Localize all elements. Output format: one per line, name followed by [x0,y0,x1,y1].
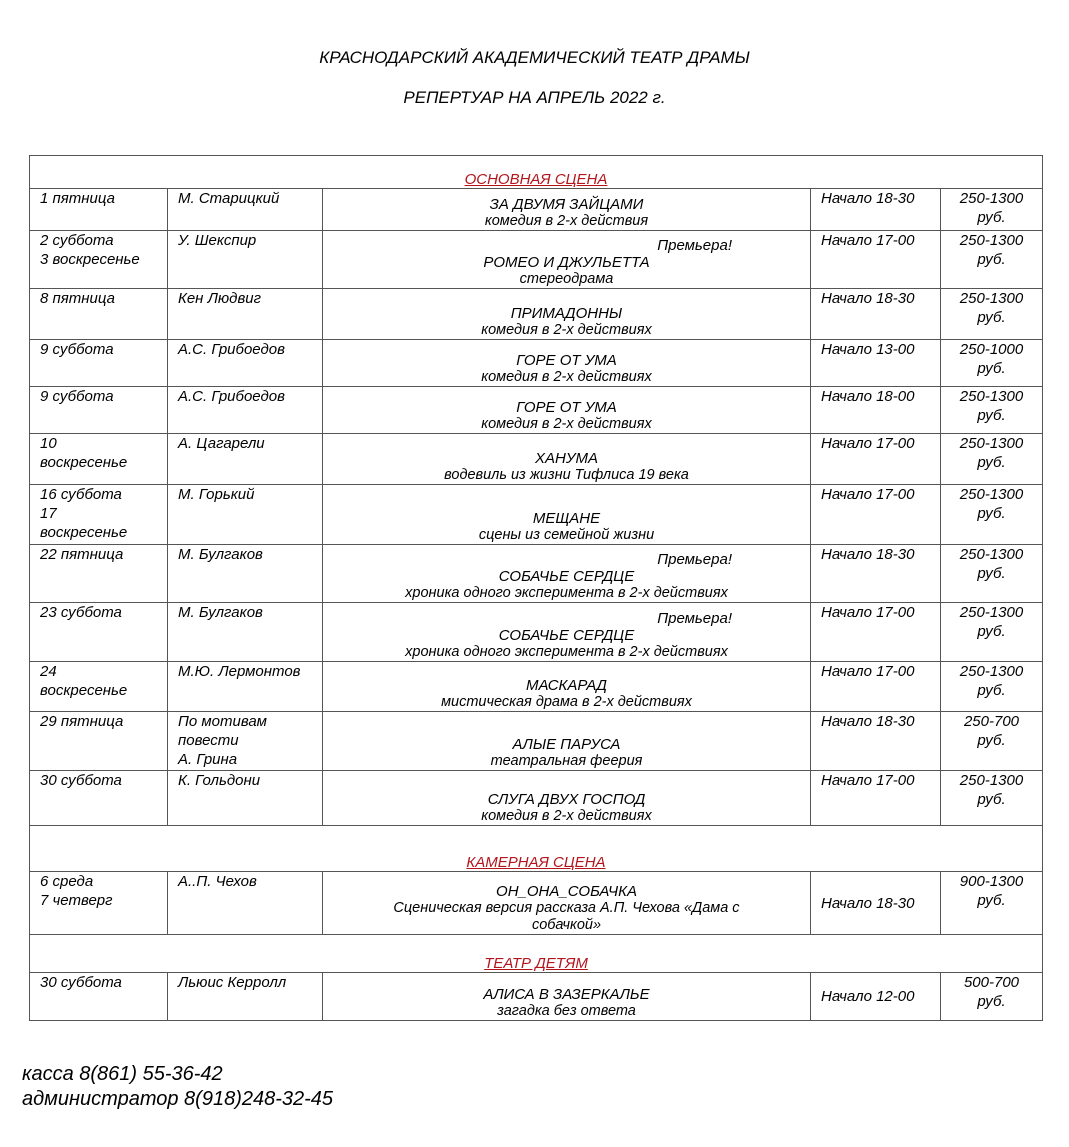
author-cell [168,545,323,603]
date-cell [30,662,168,712]
schedule-row [30,387,1043,434]
play-title: СОБАЧЬЕ СЕРДЦЕ [498,568,635,585]
price-cell [941,434,1043,485]
play-description: Сценическая версия рассказа А.П. Чехова «Дама с [393,900,740,916]
price-cell [941,973,1043,1021]
date-cell [30,231,168,289]
author-line: А.С. Грибоедов [178,388,285,405]
play-description: театральная феерия [490,753,643,769]
time-cell: Начало 17-00 [811,603,941,662]
section-row [30,935,1043,973]
price-cell [941,545,1043,603]
premiere-badge: Премьера! [657,551,732,568]
price-line: руб. [977,251,1006,268]
time-cell: Начало 13-00 [811,340,941,387]
play-title: ГОРЕ ОТ УМА [516,352,617,369]
time-cell: Начало 18-30 [811,189,941,231]
price-line: руб. [977,565,1006,582]
play-cell [323,712,811,771]
date-cell [30,387,168,434]
schedule-row [30,231,1043,289]
time-cell: Начало 18-30 [811,872,941,935]
play-title: ОН_ОНА_СОБАЧКА [496,883,637,900]
author-cell [168,973,323,1021]
date-line: 30 суббота [40,772,122,789]
author-line: повести [178,732,239,749]
date-line: 2 суббота [40,232,114,249]
theatre-title: КРАСНОДАРСКИЙ АКАДЕМИЧЕСКИЙ ТЕАТР ДРАМЫ [319,48,750,67]
author-line: М. Булгаков [178,604,263,621]
price-line: 250-1300 [959,486,1024,503]
time-cell: Начало 17-00 [811,662,941,712]
repertoire-table [29,155,1043,1021]
play-description: комедия в 2-х действия [484,213,649,229]
date-line: 9 суббота [40,341,114,358]
play-description: комедия в 2-х действиях [481,808,652,824]
time-cell: Начало 17-00 [811,231,941,289]
time-cell: Начало 18-30 [811,289,941,340]
play-cell [323,872,811,935]
author-cell [168,387,323,434]
date-line: воскресенье [40,454,128,471]
date-line: 17 [40,505,57,522]
author-line: Льюис Керролл [178,974,287,991]
date-line: 8 пятница [40,290,115,307]
date-cell [30,289,168,340]
price-line: 250-700 [963,713,1020,730]
play-cell [323,485,811,545]
play-title: ХАНУМА [535,450,598,467]
time-cell: Начало 18-00 [811,387,941,434]
play-description: хроника одного эксперимента в 2-х действиях [405,644,728,660]
section-chamber-heading: КАМЕРНАЯ СЦЕНА [30,826,1043,872]
play-cell [323,545,811,603]
play-cell [323,387,811,434]
play-cell [323,771,811,826]
play-cell [323,434,811,485]
time-cell: Начало 17-00 [811,485,941,545]
author-line: А.С. Грибоедов [178,341,285,358]
date-cell [30,189,168,231]
play-title: МАСКАРАД [526,677,607,694]
price-line: 250-1300 [959,604,1024,621]
date-cell [30,973,168,1021]
author-cell [168,189,323,231]
date-line: 24 [40,663,57,680]
play-description: загадка без ответа [497,1003,636,1019]
play-description: комедия в 2-х действиях [481,322,652,338]
play-cell [323,289,811,340]
repertoire-title: РЕПЕРТУАР НА АПРЕЛЬ 2022 г. [403,88,666,107]
price-line: руб. [977,892,1006,909]
price-line: 250-1300 [959,435,1024,452]
play-description: хроника одного эксперимента в 2-х действиях [405,585,728,601]
date-line: 30 суббота [40,974,122,991]
date-line: 10 [40,435,57,452]
price-cell [941,387,1043,434]
box-office-phone: касса 8(861) 55-36-42 [22,1063,223,1085]
time-cell: Начало 17-00 [811,434,941,485]
date-cell [30,485,168,545]
section-row [30,826,1043,872]
price-line: руб. [977,454,1006,471]
price-line: руб. [977,993,1006,1010]
price-line: руб. [977,505,1006,522]
author-line: М.Ю. Лермонтов [178,663,301,680]
schedule-row [30,189,1043,231]
author-cell [168,434,323,485]
play-title: ПРИМАДОННЫ [510,305,623,322]
author-line: Кен Людвиг [178,290,262,307]
date-line: 6 среда [40,873,94,890]
date-cell [30,771,168,826]
play-description: мистическая драма в 2-х действиях [441,694,692,710]
price-cell [941,231,1043,289]
date-line: воскресенье [40,524,128,541]
author-line: У. Шекспир [178,232,257,249]
price-line: руб. [977,682,1006,699]
play-title: МЕЩАНЕ [532,510,601,527]
date-line: воскресенье [40,682,128,699]
schedule-row [30,872,1043,935]
price-cell [941,603,1043,662]
price-cell [941,340,1043,387]
price-line: руб. [977,209,1006,226]
author-cell [168,231,323,289]
author-cell [168,603,323,662]
author-cell [168,485,323,545]
schedule-row [30,434,1043,485]
author-cell [168,712,323,771]
date-line: 16 суббота [40,486,122,503]
schedule-row [30,289,1043,340]
date-cell [30,603,168,662]
date-cell [30,712,168,771]
price-line: 250-1300 [959,772,1024,789]
price-line: руб. [977,360,1006,377]
play-title: АЛЫЕ ПАРУСА [512,736,621,753]
price-line: руб. [977,309,1006,326]
time-cell: Начало 18-30 [811,545,941,603]
price-line: 250-1300 [959,190,1024,207]
author-line: М. Горький [178,486,255,503]
play-title: АЛИСА В ЗАЗЕРКАЛЬЕ [483,986,650,1003]
play-title: ЗА ДВУМЯ ЗАЙЦАМИ [489,196,644,213]
play-cell [323,189,811,231]
price-line: руб. [977,623,1006,640]
price-cell [941,712,1043,771]
play-description: сцены из семейной жизни [478,527,655,543]
date-cell [30,434,168,485]
author-line: А. Грина [178,751,238,768]
play-title: РОМЕО И ДЖУЛЬЕТТА [483,254,650,271]
play-description: комедия в 2-х действиях [481,369,652,385]
time-cell: Начало 18-30 [811,712,941,771]
premiere-badge: Премьера! [657,237,732,254]
date-cell [30,340,168,387]
section-main-row [30,156,1043,189]
price-cell [941,289,1043,340]
schedule-row [30,545,1043,603]
price-cell [941,662,1043,712]
author-cell [168,340,323,387]
author-line: По мотивам [178,713,267,730]
price-line: 250-1300 [959,232,1024,249]
price-line: руб. [977,791,1006,808]
play-cell [323,662,811,712]
price-line: 500-700 [963,974,1020,991]
price-line: 900-1300 [959,873,1024,890]
schedule-row [30,485,1043,545]
play-description: стереодрама [519,271,614,287]
author-cell [168,872,323,935]
date-line: 1 пятница [40,190,115,207]
play-cell [323,603,811,662]
schedule-row [30,662,1043,712]
date-cell [30,545,168,603]
price-line: 250-1300 [959,546,1024,563]
play-description: водевиль из жизни Тифлиса 19 века [444,467,689,483]
price-cell [941,485,1043,545]
author-line: А..П. Чехов [178,873,257,890]
date-line: 3 воскресенье [40,251,140,268]
price-line: руб. [977,407,1006,424]
section-main-heading: ОСНОВНАЯ СЦЕНА [30,156,1043,189]
play-cell [323,340,811,387]
author-cell [168,289,323,340]
play-title: ГОРЕ ОТ УМА [516,399,617,416]
price-cell [941,872,1043,935]
price-line: 250-1300 [959,663,1024,680]
schedule-row [30,603,1043,662]
date-line: 22 пятница [40,546,124,563]
date-line: 9 суббота [40,388,114,405]
administrator-phone: администратор 8(918)248-32-45 [22,1088,334,1110]
date-line: 7 четверг [40,892,113,909]
price-cell [941,189,1043,231]
play-description: собачкой» [531,917,602,933]
play-title: СЛУГА ДВУХ ГОСПОД [487,791,646,808]
premiere-badge: Премьера! [657,610,732,627]
price-cell [941,771,1043,826]
play-cell [323,231,811,289]
price-line: 250-1300 [959,290,1024,307]
date-line: 29 пятница [40,713,124,730]
author-line: А. Цагарели [178,435,265,452]
play-description: комедия в 2-х действиях [481,416,652,432]
time-cell: Начало 12-00 [811,973,941,1021]
date-cell [30,872,168,935]
date-line: 23 суббота [40,604,122,621]
time-cell: Начало 17-00 [811,771,941,826]
price-line: руб. [977,732,1006,749]
price-line: 250-1300 [959,388,1024,405]
schedule-row [30,340,1043,387]
schedule-row [30,712,1043,771]
author-line: М. Булгаков [178,546,263,563]
author-cell [168,771,323,826]
author-line: К. Гольдони [178,772,261,789]
price-line: 250-1000 [959,341,1024,358]
play-title: СОБАЧЬЕ СЕРДЦЕ [498,627,635,644]
author-line: М. Старицкий [178,190,280,207]
author-cell [168,662,323,712]
section-children-heading: ТЕАТР ДЕТЯМ [30,935,1043,973]
play-cell [323,973,811,1021]
schedule-row [30,973,1043,1021]
schedule-row [30,771,1043,826]
